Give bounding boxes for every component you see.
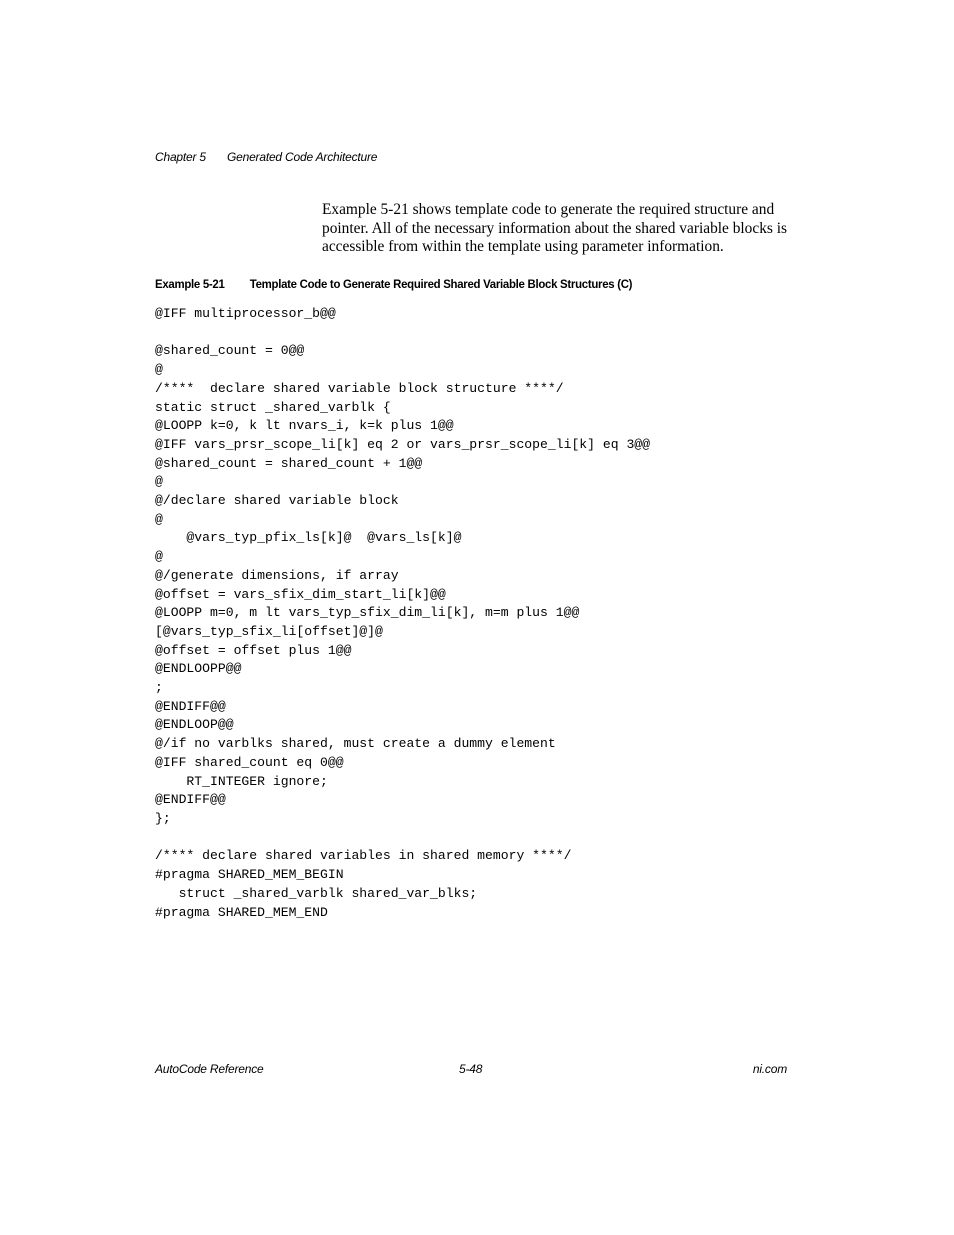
code-listing: @IFF multiprocessor_b@@ @shared_count = 0@@ @ /**** declare shared variable block structure ****/ static struct _shared_varblk { @LOOPP k=0, k lt nvars_i, k=k plus 1@@ @IFF vars_prsr_scope_li[k] eq 2 or vars_prsr_scope_li[k] eq 3@@ @shared_count = shared_count + 1@@ @ @/declare shared variable block @ @vars_typ_pfix_ls[k]@ @vars_ls[k]@ @ @/generate dimensions, if array @offset = vars_sfix_dim_start_li[k]@@ @LOOPP m=0, m lt vars_typ_sfix_dim_li[k], m=m plus 1@@ [@vars_typ_sfix_li[offset]@]@ @offset = offset plus 1@@ @ENDLOOPP@@ ; @ENDIFF@@ @ENDLOOP@@ @/if no varblks shared, must create a dummy element @IFF shared_count eq 0@@ RT_INTEGER ignore; @ENDIFF@@ }; /**** declare shared variables in shared memory ****/ #pragma SHARED_MEM_BEGIN struct _shared_varblk shared_var_blks; #pragma SHARED_MEM_END <box>155 306 651 920</box>
example-label: Example 5-21 <box>155 277 225 291</box>
chapter-title: Generated Code Architecture <box>227 150 378 164</box>
footer-manual-title: AutoCode Reference <box>155 1062 264 1076</box>
example-title: Template Code to Generate Required Shared Variable Block Structures (C) <box>249 277 633 291</box>
example-caption <box>155 277 632 291</box>
page-footer <box>155 1062 787 1078</box>
footer-website: ni.com <box>752 1062 787 1076</box>
page-number: 5-48 <box>459 1062 483 1076</box>
page-header <box>155 150 377 164</box>
intro-paragraph: Example 5-21 shows template code to generate the required structure and pointer. All of the necessary information about the shared variable blocks is accessible from within the template using parameter information. <box>322 201 788 256</box>
chapter-label: Chapter 5 <box>155 150 206 164</box>
